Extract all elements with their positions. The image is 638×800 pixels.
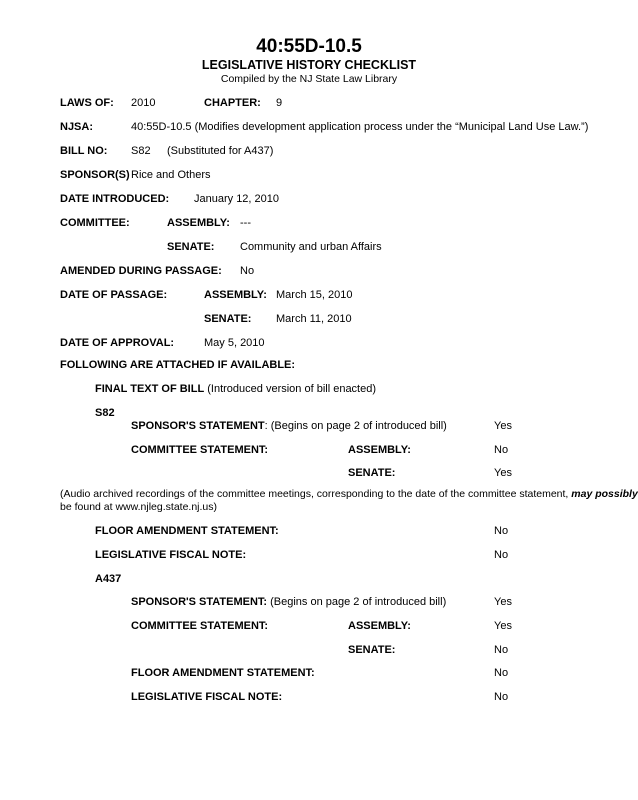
njsa-value: 40:55D-10.5 (Modifies development application process under the “Municipal Land Use Law.”) [131,121,589,133]
s82-senate-label: SENATE: [348,467,396,479]
final-text-label: FINAL TEXT OF BILL [95,383,205,395]
committee-senate-label: SENATE: [167,241,215,253]
attached-heading: FOLLOWING ARE ATTACHED IF AVAILABLE: [60,359,296,371]
a437-assembly-value: Yes [494,620,512,632]
a437-floor-label: FLOOR AMENDMENT STATEMENT: [131,667,315,679]
laws-of-label: LAWS OF: [60,97,114,109]
final-text-note: (Introduced version of bill enacted) [207,383,377,395]
sponsors-label: SPONSOR(S) [60,169,130,181]
passage-senate-value: March 11, 2010 [276,313,352,325]
passage-assembly-value: March 15, 2010 [276,289,353,301]
njsa-label: NJSA: [60,121,94,133]
compiled-by: Compiled by the NJ State Law Library [220,73,398,85]
s82-assembly-label: ASSEMBLY: [348,444,411,456]
a437-senate-label: SENATE: [348,644,396,656]
audio-note-line1 [60,488,638,501]
amended-value: No [240,265,255,277]
s82-senate-value: Yes [494,467,512,479]
laws-of-year: 2010 [131,97,156,109]
bill-no-note: (Substituted for A437) [167,145,274,157]
s82-sponsor-label: SPONSOR'S STATEMENT [131,420,265,432]
committee-label: COMMITTEE: [60,217,130,229]
audio-note-emphasis: may possibly [571,488,638,500]
a437-heading: A437 [95,573,122,585]
bill-no-value: S82 [131,145,151,157]
a437-committee-label: COMMITTEE STATEMENT: [131,620,269,632]
date-introduced-label: DATE INTRODUCED: [60,193,170,205]
a437-sponsor-label: SPONSOR'S STATEMENT: [131,596,268,608]
approval-label: DATE OF APPROVAL: [60,337,175,349]
a437-assembly-label: ASSEMBLY: [348,620,411,632]
document-title: LEGISLATIVE HISTORY CHECKLIST [201,58,417,72]
audio-note-text: (Audio archived recordings of the committee meetings, corresponding to the date of the committee statement, [60,488,572,500]
committee-senate-value: Community and urban Affairs [240,241,382,253]
a437-floor-value: No [494,667,509,679]
a437-sponsor-line [131,595,446,609]
s82-committee-label: COMMITTEE STATEMENT: [131,444,269,456]
fiscal-note-value: No [494,549,509,561]
a437-sponsor-note: (Begins on page 2 of introduced bill) [267,596,447,608]
s82-sponsor-line [131,419,447,433]
audio-note-line2: be found at www.njleg.state.nj.us) [60,501,218,513]
a437-fiscal-label: LEGISLATIVE FISCAL NOTE: [131,691,283,703]
chapter-label: CHAPTER: [204,97,261,109]
sponsors-value: Rice and Others [131,169,211,181]
amended-label: AMENDED DURING PASSAGE: [60,265,222,277]
chapter-value: 9 [276,97,283,109]
floor-amendment-label: FLOOR AMENDMENT STATEMENT: [95,525,279,537]
s82-sponsor-note: : (Begins on page 2 of introduced bill) [264,420,447,432]
approval-value: May 5, 2010 [204,337,265,349]
date-introduced-value: January 12, 2010 [194,193,280,205]
a437-senate-value: No [494,644,509,656]
statute-title: 40:55D-10.5 [256,36,362,57]
a437-sponsor-value: Yes [494,596,512,608]
s82-sponsor-value: Yes [494,420,512,432]
floor-amendment-value: No [494,525,509,537]
passage-label: DATE OF PASSAGE: [60,289,168,301]
final-text-line [95,382,376,396]
passage-senate-label: SENATE: [204,313,252,325]
a437-fiscal-value: No [494,691,509,703]
s82-heading: S82 [95,407,115,419]
committee-assembly-value: --- [240,217,251,229]
passage-assembly-label: ASSEMBLY: [204,289,267,301]
fiscal-note-label: LEGISLATIVE FISCAL NOTE: [95,549,247,561]
bill-no-label: BILL NO: [60,145,108,157]
committee-assembly-label: ASSEMBLY: [167,217,230,229]
s82-assembly-value: No [494,444,509,456]
